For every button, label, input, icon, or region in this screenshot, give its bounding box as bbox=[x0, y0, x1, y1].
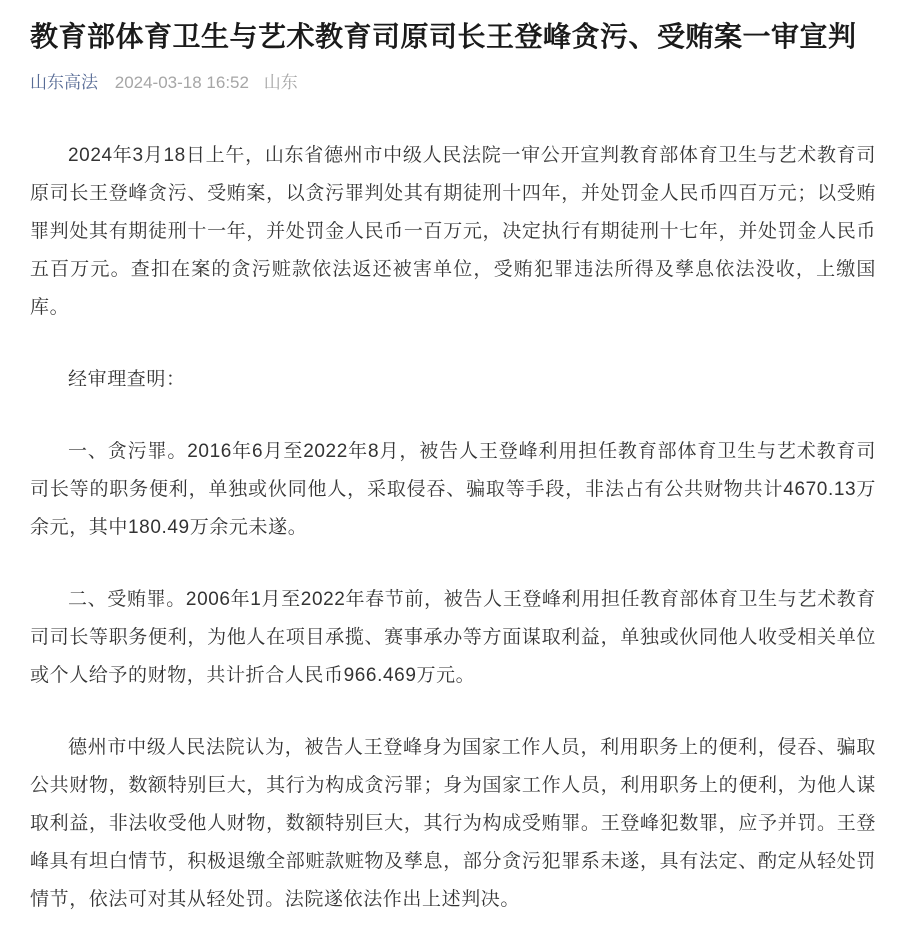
article-paragraph-charge-corruption: 一、贪污罪。2016年6月至2022年8月，被告人王登峰利用担任教育部体育卫生与艺术教育司司长等的职务便利，单独或伙同他人，采取侵吞、骗取等手段，非法占有公共财物共计4670.13万余元，其中180.49万余元未遂。 bbox=[30, 441, 876, 538]
article-paragraph-findings-heading: 经审理查明： bbox=[68, 369, 186, 390]
article-paragraph-charge-bribery: 二、受贿罪。2006年1月至2022年春节前，被告人王登峰利用担任教育部体育卫生与艺术教育司司长等职务便利，为他人在项目承揽、赛事承办等方面谋取利益，单独或伙同他人收受相关单位或个人给予的财物，共计折合人民币966.469万元。 bbox=[30, 589, 876, 686]
article-meta bbox=[30, 71, 876, 95]
article-paragraph-verdict: 2024年3月18日上午，山东省德州市中级人民法院一审公开宣判教育部体育卫生与艺术教育司原司长王登峰贪污、受贿案，以贪污罪判处其有期徒刑十四年，并处罚金人民币四百万元；以受贿罪判处其有期徒刑十一年，并处罚金人民币一百万元，决定执行有期徒刑十七年，并处罚金人民币五百万元。查扣在案的贪污赃款依法返还被害单位，受贿犯罪违法所得及孳息依法没收，上缴国库。 bbox=[30, 145, 876, 318]
article-title: 教育部体育卫生与艺术教育司原司长王登峰贪污、受贿案一审宣判 bbox=[30, 21, 857, 52]
article-content bbox=[30, 137, 876, 919]
article-paragraph-court-opinion: 德州市中级人民法院认为，被告人王登峰身为国家工作人员，利用职务上的便利，侵吞、骗取公共财物，数额特别巨大，其行为构成贪污罪；身为国家工作人员，利用职务上的便利，为他人谋取利益，非法收受他人财物，数额特别巨大，其行为构成受贿罪。王登峰犯数罪，应予并罚。王登峰具有坦白情节，积极退缴全部赃款赃物及孳息，部分贪污犯罪系未遂，具有法定、酌定从轻处罚情节，依法可对其从轻处罚。法院遂依法作出上述判决。 bbox=[30, 737, 876, 910]
account-name-link[interactable]: 山东高法 bbox=[30, 73, 98, 92]
publish-location: 山东 bbox=[263, 73, 298, 92]
publish-time: 2024-03-18 16:52 bbox=[114, 73, 249, 92]
